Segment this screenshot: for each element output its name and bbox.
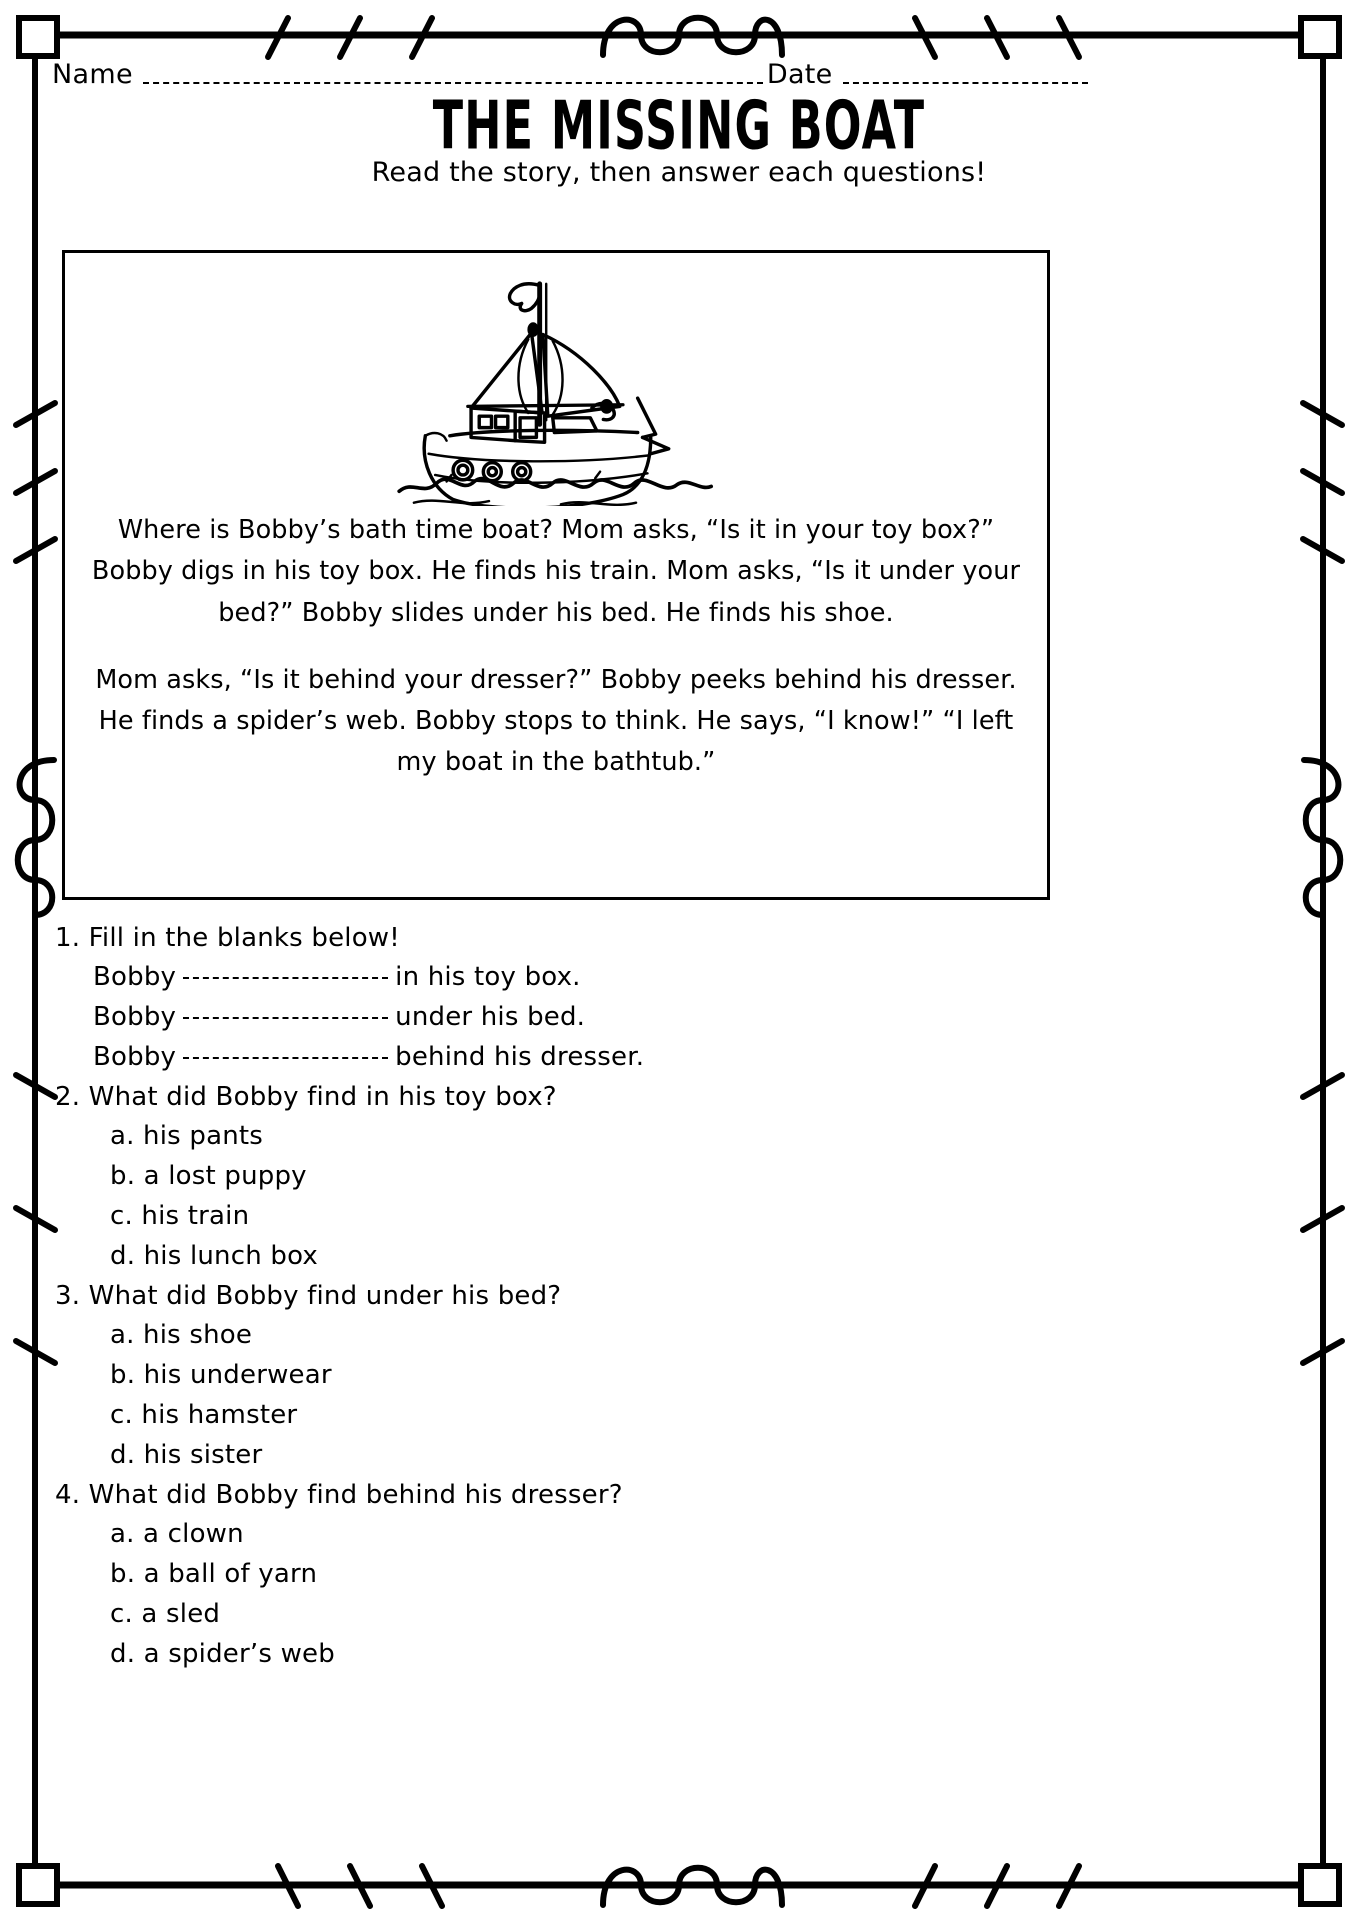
date-input-line[interactable] bbox=[843, 82, 1088, 84]
blank-1-before: Bobby bbox=[93, 962, 177, 992]
name-date-row bbox=[52, 50, 1310, 90]
question-4-option-a[interactable]: a. a clown bbox=[110, 1519, 244, 1549]
blank-3-rule[interactable] bbox=[183, 1057, 388, 1059]
question-3-prompt: 3. What did Bobby find under his bed? bbox=[55, 1281, 562, 1311]
question-2-option-b[interactable]: b. a lost puppy bbox=[110, 1161, 307, 1191]
question-4-option-c[interactable]: c. a sled bbox=[110, 1599, 221, 1629]
border-bottom-slashes-left bbox=[278, 1866, 442, 1906]
story-paragraph-1: Where is Bobby’s bath time boat? Mom asks, “Is it in your toy box?” Bobby digs in his toy box. He finds his train. Mom asks, “Is it under your bed?” Bobby slides under his bed. He finds his shoe. bbox=[91, 515, 1021, 628]
question-1-blank-3[interactable] bbox=[55, 1044, 1055, 1084]
question-3-option-b[interactable]: b. his underwear bbox=[110, 1360, 332, 1390]
name-label: Name bbox=[52, 59, 133, 90]
question-3-option-c[interactable]: c. his hamster bbox=[110, 1400, 298, 1430]
story-passage-box bbox=[62, 250, 1050, 900]
corner-square-bottom-right bbox=[1301, 1866, 1339, 1904]
question-3-option-a[interactable]: a. his shoe bbox=[110, 1320, 253, 1350]
worksheet-subtitle: Read the story, then answer each questions! bbox=[371, 157, 987, 188]
worksheet-title: THE MISSING BOAT bbox=[432, 87, 926, 165]
border-left-slashes-upper bbox=[16, 403, 55, 561]
blank-1-rule[interactable] bbox=[183, 977, 388, 979]
question-4 bbox=[55, 1482, 1055, 1681]
corner-square-bottom-left bbox=[19, 1866, 57, 1904]
border-right-slashes-lower bbox=[1303, 1075, 1342, 1363]
border-right-slashes-upper bbox=[1303, 403, 1342, 561]
question-4-option-d[interactable]: d. a spider’s web bbox=[110, 1639, 335, 1669]
sailboat-icon bbox=[391, 261, 721, 506]
question-1-blank-2[interactable] bbox=[55, 1004, 1055, 1044]
question-1-blank-1[interactable] bbox=[55, 964, 1055, 1004]
question-2-option-d[interactable]: d. his lunch box bbox=[110, 1241, 318, 1271]
question-3 bbox=[55, 1283, 1055, 1482]
question-3-option-d[interactable]: d. his sister bbox=[110, 1440, 263, 1470]
border-left-slashes-lower bbox=[16, 1075, 55, 1363]
question-2-option-c[interactable]: c. his train bbox=[110, 1201, 250, 1231]
question-4-option-b[interactable]: b. a ball of yarn bbox=[110, 1559, 318, 1589]
illustration-container bbox=[65, 253, 1047, 506]
border-bottom-slashes-right bbox=[915, 1866, 1079, 1906]
story-paragraph-2: Mom asks, “Is it behind your dresser?” Bobby peeks behind his dresser. He finds a spider’s web. Bobby stops to think. He says, “I know!” “I left my boat in the bathtub.” bbox=[95, 664, 1017, 778]
blank-2-after: under his bed. bbox=[395, 1002, 586, 1032]
border-right-wave bbox=[1304, 760, 1340, 915]
blank-3-after: behind his dresser. bbox=[395, 1042, 645, 1072]
question-2 bbox=[55, 1084, 1055, 1283]
question-4-prompt: 4. What did Bobby find behind his dresser? bbox=[55, 1480, 623, 1510]
blank-2-rule[interactable] bbox=[183, 1017, 388, 1019]
question-1-prompt: 1. Fill in the blanks below! bbox=[55, 923, 400, 953]
blank-2-before: Bobby bbox=[93, 1002, 177, 1032]
question-1 bbox=[55, 925, 1055, 1084]
blank-3-before: Bobby bbox=[93, 1042, 177, 1072]
name-input-line[interactable] bbox=[143, 82, 763, 84]
blank-1-after: in his toy box. bbox=[395, 962, 581, 992]
border-bottom-wave bbox=[603, 1868, 782, 1905]
date-label: Date bbox=[766, 59, 833, 90]
questions-list bbox=[55, 925, 1055, 1681]
story-text bbox=[65, 506, 1047, 784]
border-left-wave bbox=[18, 760, 54, 915]
question-2-prompt: 2. What did Bobby find in his toy box? bbox=[55, 1082, 557, 1112]
question-2-option-a[interactable]: a. his pants bbox=[110, 1121, 264, 1151]
